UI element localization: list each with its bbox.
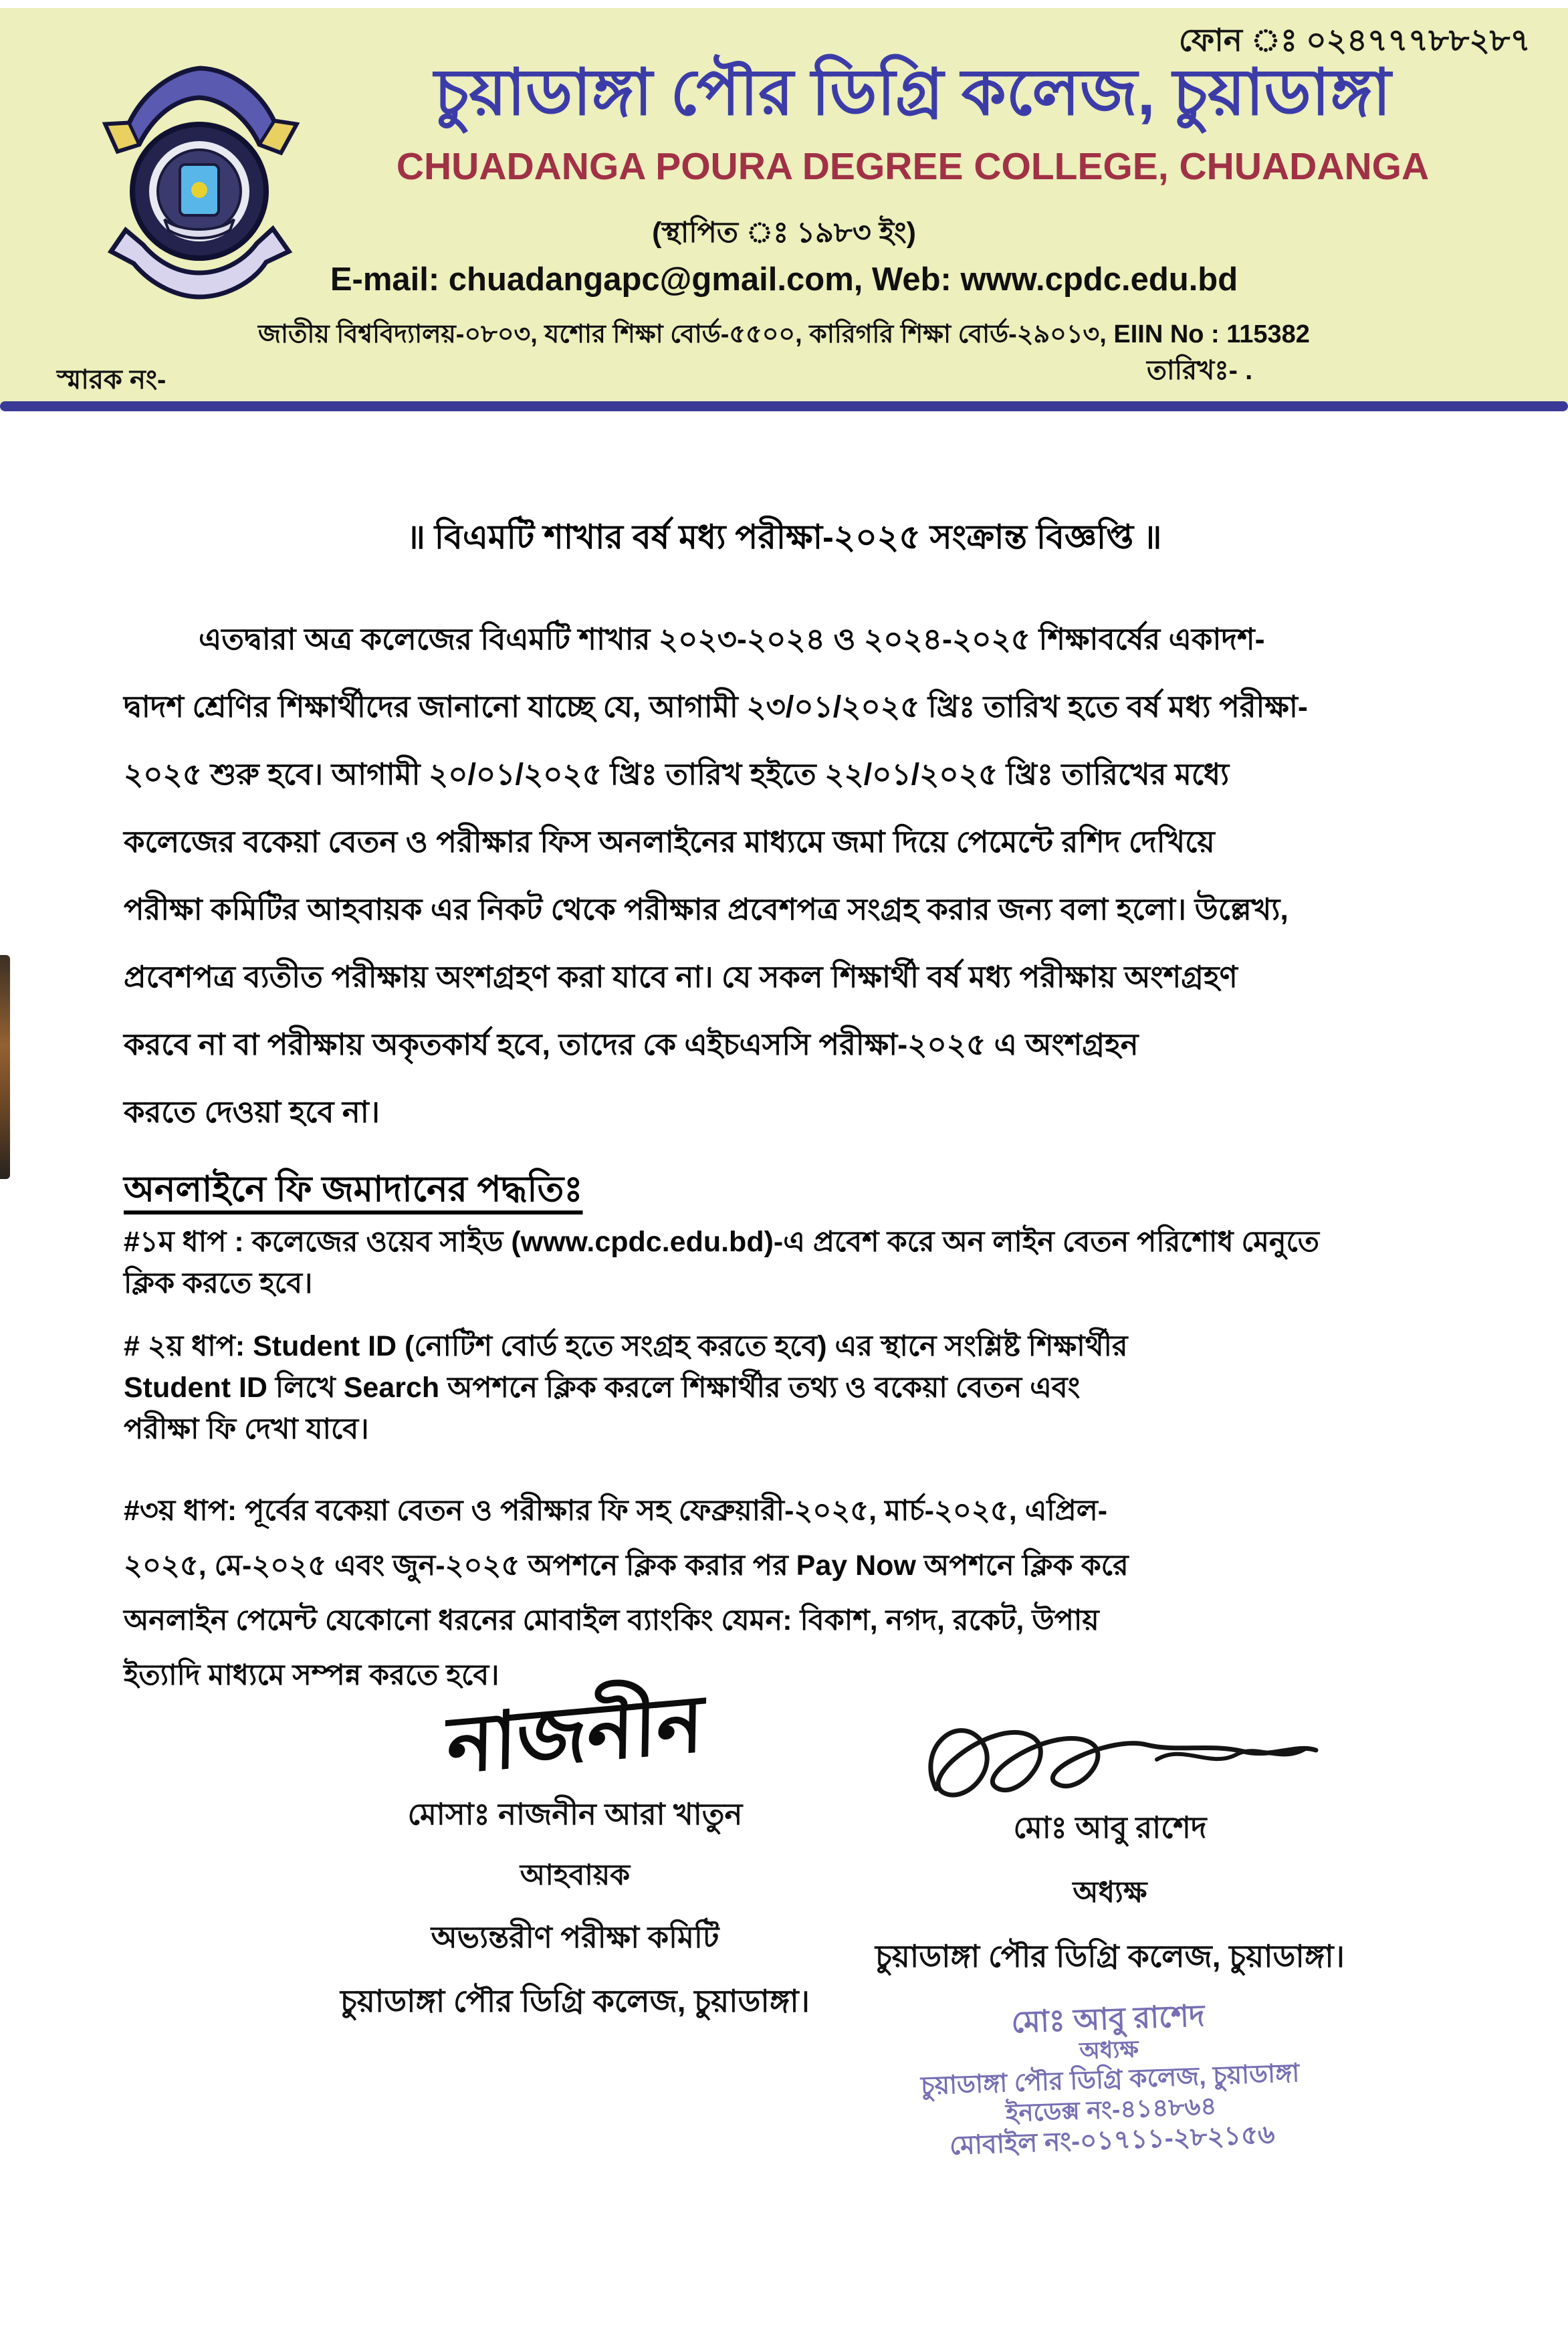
- principal-stamp: [918, 1995, 1302, 2163]
- established-line: (স্থাপিত ঃ ১৯৮৩ ইং): [652, 217, 916, 249]
- step3-line: অনলাইন পেমেন্ট যেকোনো ধরনের মোবাইল ব্যাংকিং যেমন: বিকাশ, নগদ, রকেট, উপায়: [124, 1604, 1099, 1636]
- convener-college: চুয়াডাঙ্গা পৌর ডিগ্রি কলেজ, চুয়াডাঙ্গা।: [340, 1984, 810, 2018]
- stamp-college: চুয়াডাঙ্গা পৌর ডিগ্রি কলেজ, চুয়াডাঙ্গা: [920, 2059, 1300, 2101]
- step2-line: # ২য় ধাপ: Student ID (নোটিশ বোর্ড হতে সংগ্রহ করতে হবে) এর স্থানে সংশ্লিষ্ট শিক্ষার্থীর: [124, 1330, 1128, 1362]
- step3-line: #৩য় ধাপ: পূর্বের বকেয়া বেতন ও পরীক্ষার ফি সহ ফেব্রুয়ারী-২০২৫, মার্চ-২০২৫, এপ্রিল-: [124, 1495, 1108, 1527]
- notice-body-line: করবে না বা পরীক্ষায় অকৃতকার্য হবে, তাদের কে এইচএসসি পরীক্ষা-২০২৫ এ অংশগ্রহন: [124, 1027, 1139, 1061]
- step3-line: ইত্যাদি মাধ্যমে সম্পন্ন করতে হবে।: [124, 1659, 499, 1691]
- notice-body-line: কলেজের বকেয়া বেতন ও পরীক্ষার ফিস অনলাইনের মাধ্যমে জমা দিয়ে পেমেন্টে রশিদ দেখিয়ে: [124, 825, 1215, 859]
- principal-college: চুয়াডাঙ্গা পৌর ডিগ্রি কলেজ, চুয়াডাঙ্গা।: [875, 1939, 1345, 1974]
- step1-line: #১ম ধাপ : কলেজের ওয়েব সাইড (www.cpdc.edu.bd)-এ প্রবেশ করে অন লাইন বেতন পরিশোধ মেনুতে: [124, 1226, 1320, 1258]
- college-name-bengali: চুয়াডাঙ্গা পৌর ডিগ্রি কলেজ, চুয়াডাঙ্গা: [434, 57, 1391, 128]
- phone-number: ফোন ঃ ০২৪৭৭৭৮৮২৮৭: [1178, 22, 1531, 58]
- principal-signature-block: [789, 1702, 1431, 2161]
- principal-role: অধ্যক্ষ: [1073, 1876, 1147, 1909]
- notice-title: ॥ বিএমটি শাখার বর্ষ মধ্য পরীক্ষা-২০২৫ সংক্রান্ত বিজ্ঞপ্তি ॥: [406, 518, 1162, 556]
- convener-committee: অভ্যন্তরীণ পরীক্ষা কমিটি: [431, 1920, 719, 1954]
- convener-name: মোসাঃ নাজনীন আরা খাতুন: [407, 1797, 743, 1831]
- stamp-index-number: ইনডেক্স নং-৪১৪৮৬৪: [1005, 2092, 1217, 2127]
- stamp-mobile-number: মোবাইল নং-০১৭১১-২৮২১৫৬: [949, 2120, 1276, 2161]
- principal-name: মোঃ আবু রাশেদ: [1013, 1810, 1207, 1844]
- fee-steps: [124, 1221, 1434, 1703]
- step3-line: ২০২৫, মে-২০২৫ এবং জুন-২০২৫ অপশনে ক্লিক করার পর Pay Now অপশনে ক্লিক করে: [124, 1550, 1129, 1582]
- letterhead-divider: [0, 401, 1568, 411]
- stamp-name: মোঃ আবু রাশেদ: [1010, 1998, 1206, 2040]
- step1-line: ক্লিক করতে হবে।: [124, 1267, 313, 1299]
- notice-body-line: ২০২৫ শুরু হবে। আগামী ২০/০১/২০২৫ খ্রিঃ তারিখ হইতে ২২/০১/২০২৫ খ্রিঃ তারিখের মধ্যে: [124, 757, 1230, 791]
- principal-handwritten-signature: [896, 1702, 1324, 1809]
- notice-body-line: দ্বাদশ শ্রেণির শিক্ষার্থীদের জানানো যাচ্ছে যে, আগামী ২৩/০১/২০২৫ খ্রিঃ তারিখ হতে বর্ষ মধ্য পরীক্ষা-: [124, 690, 1308, 724]
- notice-body-line: এতদ্বারা অত্র কলেজের বিএমটি শাখার ২০২৩-২০২৪ ও ২০২৪-২০২৫ শিক্ষাবর্ষের একাদশ-: [199, 622, 1265, 656]
- notice-body-line: করতে দেওয়া হবে না।: [124, 1095, 380, 1129]
- fee-method-heading: অনলাইনে ফি জমাদানের পদ্ধতিঃ: [124, 1170, 583, 1209]
- affiliation-line: জাতীয় বিশ্ববিদ্যালয়-০৮০৩, যশোর শিক্ষা বোর্ড-৫৫০০, কারিগরি শিক্ষা বোর্ড-২৯০১৩, EIIN No : 115382: [258, 320, 1310, 348]
- convener-handwritten-signature: নাজনীন: [446, 1679, 704, 1791]
- notice-body-line: প্রবেশপত্র ব্যতীত পরীক্ষায় অংশগ্রহণ করা যাবে না। যে সকল শিক্ষার্থী বর্ষ মধ্য পরীক্ষায় অংশগ্রহণ: [124, 960, 1238, 994]
- memo-number-label: স্মারক নং-: [57, 365, 166, 395]
- notice-body-line: পরীক্ষা কমিটির আহবায়ক এর নিকট থেকে পরীক্ষার প্রবেশপত্র সংগ্রহ করার জন্য বলা হলো। উল্লেখ্য,: [124, 892, 1289, 926]
- notice-body: [124, 605, 1428, 1146]
- college-name-english: CHUADANGA POURA DEGREE COLLEGE, CHUADANGA: [396, 145, 1430, 188]
- scan-edge-artifact: [0, 955, 10, 1179]
- date-label: তারিখঃ- .: [1147, 356, 1253, 385]
- step2-line: Student ID লিখে Search অপশনে ক্লিক করলে শিক্ষার্থীর তথ্য ও বকেয়া বেতন এবং: [124, 1372, 1081, 1404]
- convener-role: আহবায়ক: [520, 1859, 631, 1891]
- stamp-role: অধ্যক্ষ: [1079, 2036, 1139, 2064]
- step2-line: পরীক্ষা ফি দেখা যাবে।: [124, 1413, 369, 1445]
- contact-line: E-mail: chuadangapc@gmail.com, Web: www.cpdc.edu.bd: [330, 261, 1238, 298]
